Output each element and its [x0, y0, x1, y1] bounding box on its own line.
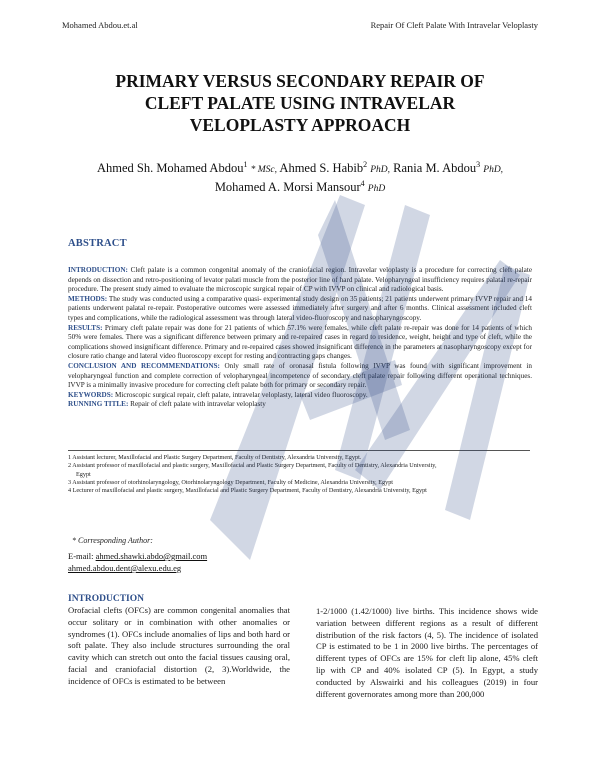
author-3-name: Rania M. Abdou	[393, 161, 477, 175]
conclusion-text: Only small rate of oronasal fistula following IVVP was found with significant improvement in velopharyngeal function and complete correction of velopharyngeal incompetence of secondary cleft palate repair following different operational techniques. IVVP is a minimally invasive procedure for correcting cleft palate both for primary or secondary repair.	[68, 361, 533, 390]
email-prefix: E-mail:	[68, 551, 96, 561]
methods-label: METHODS:	[68, 294, 108, 303]
intro-label: INTRODUCTION:	[68, 266, 128, 274]
corresponding-author-label: * Corresponding Author:	[72, 536, 153, 545]
abstract-results	[68, 324, 532, 362]
author-4-degree: PhD	[367, 184, 386, 194]
abstract-heading: ABSTRACT	[68, 238, 127, 249]
title-line-1: PRIMARY VERSUS SECONDARY REPAIR OF	[115, 71, 485, 91]
author-2-name: Ahmed S. Habib	[279, 161, 364, 175]
author-line-1	[62, 160, 538, 179]
header-authors: Mohamed Abdou.et.al	[62, 20, 138, 30]
abstract-conclusion	[68, 362, 532, 391]
email-link-2[interactable]: ahmed.abdou.dent@alexu.edu.eg	[68, 563, 182, 573]
abstract-introduction	[68, 266, 532, 295]
author-1-degree: * MSc,	[250, 165, 277, 175]
introduction-right-column: 1-2/1000 (1.42/1000) live births. This incidence shows wide variation between different regions as a result of different distribution of the risk factors (4, 5). The incidence of isolated CP is estimated to be 1 in 2000 live births. The percentages of different types of OFCs are 15% for cleft lip alone, 45% cleft lip with CP and 40% isolated CP (5). In Egypt, a study conducted by Alswairki and his colleagues (2019) in four different governorates among more than 200,000	[316, 606, 538, 699]
running-title-label: RUNNING TITLE:	[68, 400, 129, 409]
footnote-1: 1 Assistant lecturer, Maxillofacial and Plastic Surgery Department, Faculty of Dentistry, Alexandria University, Egypt.	[68, 454, 362, 461]
intro-text: Cleft palate is a common congenital anomaly of the craniofacial region. Intravelar veloplasty is a procedure for correcting cleft palate depends on dissection and retro-positioning of levator palati muscle from the posterior line of hard palate. Velopharyngeal insufficiency requires palatal re-repair procedure. The present study aimed to evaluate the microscopic surgical repair of CP with IVVP on clinical and radiological basis.	[68, 266, 533, 294]
footnote-2: 2 Assistant professor of maxillofacial and plastic surgery, Maxillofacial and Plastic Surgery Department, Faculty of Dentistry, Alexandria University,	[68, 462, 437, 470]
author-line-2	[62, 179, 538, 198]
author-3-degree: PhD,	[483, 165, 504, 175]
footnote-divider	[68, 450, 530, 451]
running-header	[62, 20, 538, 30]
author-4-affil: 4	[360, 178, 365, 188]
abstract-methods	[68, 295, 532, 324]
introduction-heading: INTRODUCTION	[68, 594, 145, 604]
email-line-1	[68, 550, 207, 562]
author-2-affil: 2	[363, 159, 368, 169]
title-line-2: CLEFT PALATE USING INTRAVELAR	[144, 93, 456, 113]
footnote-3: 3 Assistant professor of otorhinolaryngology, Otorhinolaryngology Department, Faculty of Medicine, Alexandria University, Egypt	[68, 478, 394, 486]
abstract-body	[68, 266, 532, 410]
title-line-3: VELOPLASTY APPROACH	[189, 115, 411, 135]
results-text: Primary cleft palate repair was done for 21 patients of which 57.1% were females, while cleft palate re-repair was done for 14 patients of which 50% were females. There was a significant difference between primary and re-repaired cases in regard to residence, weight, height and type of cleft, while the complications showed insignificant difference. Primary and re-repaired cases showed insignificant difference in the parameters at nasopharyngoscopy except for closure ratio change and lateral video fluoroscopy except for resting and contracting gaps changes.	[68, 323, 532, 361]
author-1-affil: 1	[243, 159, 248, 169]
author-list	[62, 160, 538, 198]
author-3-affil: 3	[476, 159, 481, 169]
introduction-left-column: Orofacial clefts (OFCs) are common congenital anomalies that occur solitary or in combination with other anomalies or syndromes (1). OFCs include anomalies of lips and both hard or soft palate. They also include structures surrounding the oral cavity which can stretch out onto the facial tissues causing oral, facial and craniofacial distortion (2, 3).Worldwide, the incidence of OFCs is estimated to be between	[68, 605, 290, 686]
author-4-name: Mohamed A. Morsi Mansour	[214, 180, 361, 194]
abstract-keywords	[68, 391, 532, 401]
abstract-running-title	[68, 400, 532, 410]
methods-text: The study was conducted using a comparative quasi- experimental study design on 35 patients; 21 patients underwent primary IVVP repair and 14 patients underwent palatal re-repair. Postoperative outcomes were assessed immediately after surgery and after 6 months. Clinical assessment included cleft types and complications, while the radiological assessment was through lateral video-fluoroscopy and nasopharyngoscopy.	[68, 294, 532, 322]
header-title: Repair Of Cleft Palate With Intravelar Veloplasty	[370, 20, 538, 30]
email-line-2	[68, 562, 207, 574]
author-1-name: Ahmed Sh. Mohamed Abdou	[96, 161, 244, 175]
author-2-degree: PhD,	[370, 165, 391, 175]
conclusion-label: CONCLUSION AND RECOMMENDATIONS:	[68, 361, 220, 370]
email-link-1[interactable]: ahmed.shawki.abdo@gmail.com	[95, 551, 208, 561]
running-title-text: Repair of cleft palate with intravelar veloplasty	[130, 400, 266, 409]
results-label: RESULTS:	[68, 323, 103, 332]
keywords-text: Microscopic surgical repair, cleft palate, intravelar veloplasty, lateral video fluoroscopy.	[114, 390, 368, 399]
contact-emails	[68, 550, 207, 574]
footnote-2-continued: Egypt	[76, 470, 91, 478]
keywords-label: KEYWORDS:	[68, 390, 114, 399]
affiliation-footnotes	[68, 454, 532, 495]
footnote-4: 4 Lecturer of maxillofacial and plastic surgery, Maxillofacial and Plastic Surgery Department, Faculty of Dentistry, Alexandria University, Egypt	[68, 487, 427, 495]
paper-title	[62, 70, 538, 136]
